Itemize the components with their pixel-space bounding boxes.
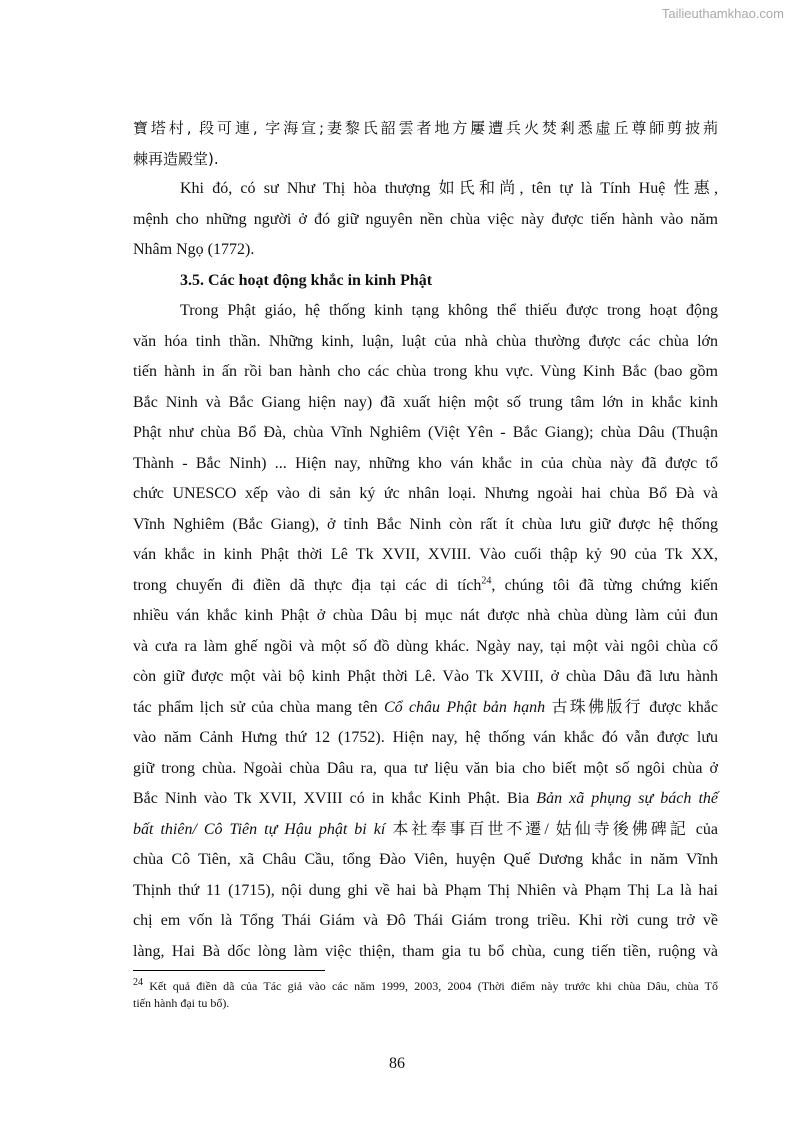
page-body [133,113,718,967]
text-line [133,479,718,510]
text-line-content: Phật như chùa Bổ Đà, chùa Vĩnh Nghiêm (Việt Yên - Bắc Giang); chùa Dâu (Thuận [133,424,718,441]
section-heading [133,266,718,297]
watermark: Tailieuthamkhao.com [661,6,784,21]
text-line-content: , chúng tôi đã từng chứng kiến [491,576,719,594]
footnote [133,978,718,1012]
text-line-content: và cưa ra làm ghế ngồi và một số đồ dùng khác. Ngày nay, tại một vài ngôi chùa cổ [133,637,718,655]
text-line [133,601,718,632]
text-line [133,510,718,541]
text-line [133,113,718,144]
text-line-content: chị em vốn là Tổng Thái Giám và Đô Thái Giám trong triều. Khi rời cung trở về [133,912,718,929]
text-line-content: tác phẩm lịch sử của chùa mang tên [133,698,384,716]
text-line [133,723,718,754]
text-line [133,174,718,205]
text-line-content: ván khắc in kinh Phật thời Lê Tk XVII, XVIII. Vào cuối thập kỷ 90 của Tk XX, [133,546,718,563]
italic-title: Cổ châu Phật bản hạnh [383,698,546,716]
text-line-content: Trong Phật giáo, hệ thống kinh tạng không thể thiếu được trong hoạt động [180,302,718,319]
text-line-content: 寶塔村, 段可連, 字海宣;妻黎氏韶雲者地方屢遭兵火焚剎悉虛丘尊師剪披荊 [133,119,718,137]
text-line-content: Nhâm Ngọ (1772). [133,241,255,258]
text-line-content: 本社奉事百世不遷/ 姑仙寺後佛碑記 của [385,820,719,838]
footnote-ref: 24 [481,575,492,587]
text-line-content: tiến hành in ấn rồi ban hành cho các chùa trong khu vực. Vùng Kinh Bắc (bao gồm [133,363,718,380]
text-line [133,876,718,907]
footnote-line-1: Kết quả điền dã của Tác giả vào các năm 1999, 2003, 2004 (Thời điểm này trước khi chùa Dâu, chùa Tổ [143,979,718,993]
text-line-content: 3.5. Các hoạt động khắc in kinh Phật [180,271,433,289]
text-line [133,815,718,846]
text-line [133,327,718,358]
text-line [133,205,718,236]
italic-title: Bản xã phụng sự bách thế [536,790,719,807]
text-line [133,906,718,937]
text-line-content: văn hóa tinh thần. Những kinh, luận, luật của nhà chùa thường được các chùa lớn [133,332,718,350]
footnote-divider [133,970,325,971]
italic-title: bất thiên/ Cô Tiên tự Hậu phật bi kí [133,820,386,838]
text-line [133,571,718,602]
text-line [133,662,718,693]
text-line [133,845,718,876]
text-line [133,418,718,449]
text-line-content: trong chuyến đi điền dã thực địa tại các di tích [133,576,482,594]
text-line-content: Thịnh thứ 11 (1715), nội dung ghi về hai bà Phạm Thị Nhiên và Phạm Thị La là hai [133,881,718,899]
text-line-content: 棘再造殿堂). [133,149,219,168]
text-line [133,296,718,327]
text-line-content: nhiều ván khắc kinh Phật ở chùa Dâu bị mục nát được nhà chùa dùng làm củi đun [133,607,718,624]
footnote-number: 24 [133,977,143,988]
text-line-content: Bắc Ninh vào Tk XVII, XVIII có in khắc Kinh Phật. Bia [133,790,537,807]
text-line-content: làng, Hai Bà dốc lòng làm việc thiện, tham gia tu bổ chùa, cung tiến tiền, ruộng và [133,942,718,960]
text-line [133,144,718,175]
text-line-content: Bắc Ninh và Bắc Giang hiện nay) đã xuất hiện một số trung tâm lớn in khắc kinh [133,393,718,411]
text-line [133,754,718,785]
page-number: 86 [389,1055,405,1072]
text-line [133,449,718,480]
text-line-content: Thành - Bắc Ninh) ... Hiện nay, những kho ván khắc in của chùa này đã được tổ [133,454,718,472]
text-line-content: giữ trong chùa. Ngoài chùa Dâu ra, qua tư liệu văn bia cho biết một số ngôi chùa ở [133,759,718,777]
text-line-content: chức UNESCO xếp vào di sản ký ức nhân loại. Nhưng ngoài hai chùa Bổ Đà và [133,485,718,502]
text-line [133,632,718,663]
text-line-content: Khi đó, có sư Như Thị hòa thượng 如氏和尚, tên tự là Tính Huệ 性惠, [180,180,718,197]
text-line-content: mệnh cho những người ở đó giữ nguyên nền chùa việc này được tiến hành vào năm [133,210,718,228]
text-line [133,235,718,266]
text-line [133,540,718,571]
text-line [133,388,718,419]
text-line [133,784,718,815]
text-line [133,937,718,968]
text-line-content: Vĩnh Nghiêm (Bắc Giang), ở tỉnh Bắc Ninh còn rất ít chùa lưu giữ được hệ thống [133,515,718,533]
text-line [133,357,718,388]
text-line [133,693,718,724]
text-line-content: 古珠佛版行 được khắc [545,698,718,716]
text-line-content: còn giữ được một vài bộ kinh Phật thời Lê. Vào Tk XVIII, ở chùa Dâu đã lưu hành [133,668,718,685]
text-line-content: chùa Cô Tiên, xã Châu Cầu, tổng Đào Viên, huyện Quế Dương khắc in năm Vĩnh [133,851,718,868]
footnote-line-2: tiến hành đại tu bổ). [133,996,230,1010]
text-line-content: vào năm Cảnh Hưng thứ 12 (1752). Hiện nay, hệ thống ván khắc đó vẫn được lưu [133,729,718,746]
